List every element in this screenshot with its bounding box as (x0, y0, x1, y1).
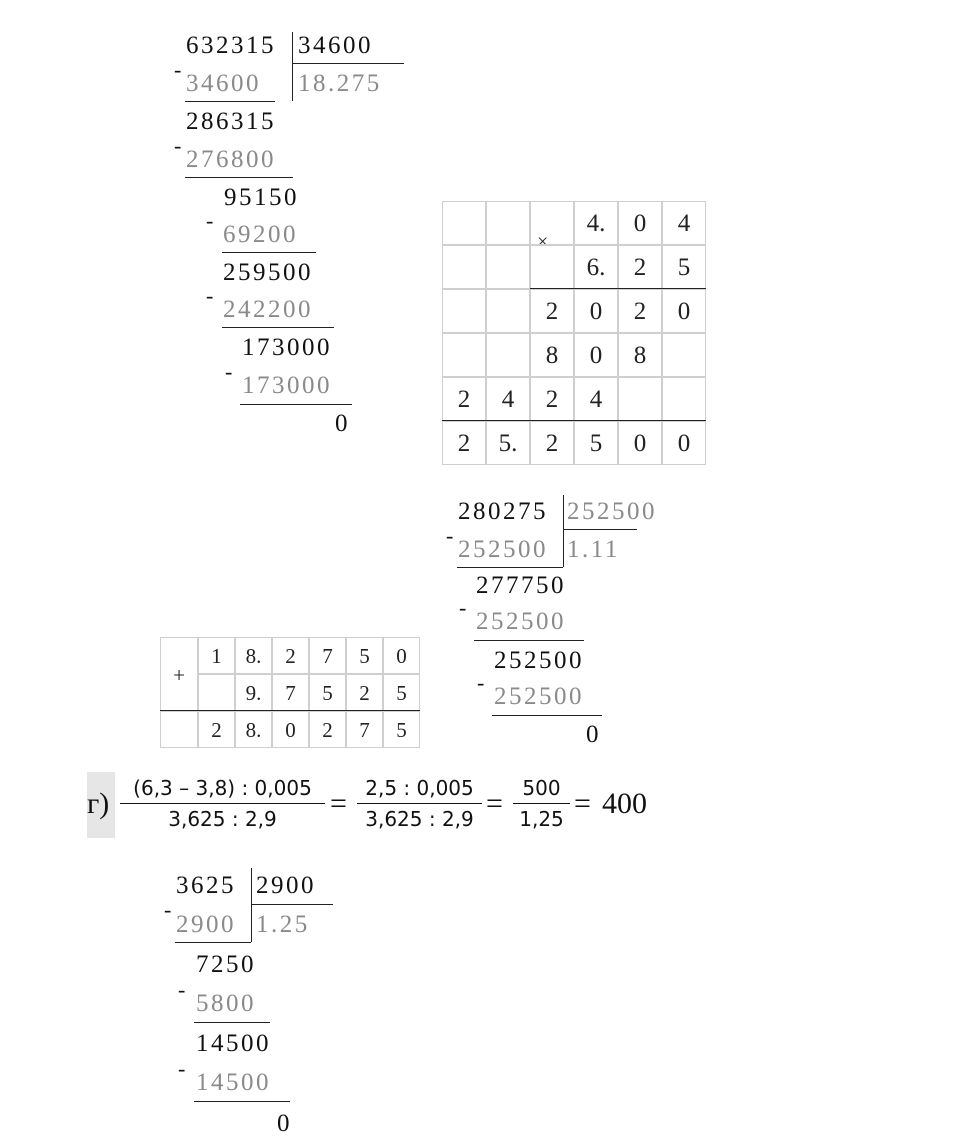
grid-cell (618, 289, 662, 333)
grid-digit: 8. (245, 644, 262, 668)
grid-digit: 2 (633, 298, 647, 325)
grid-cell (530, 201, 574, 245)
subtrahend: 252500 (494, 683, 584, 710)
subtrahend: 252500 (458, 536, 548, 563)
multiplication-grid (442, 201, 706, 465)
grid-cell (662, 377, 706, 421)
grid-digit: 0 (396, 644, 407, 668)
underline (185, 101, 275, 102)
grid-digit: 2 (545, 430, 559, 457)
grid-cell (160, 711, 198, 748)
multiply-sign: × (537, 231, 549, 253)
grid-cell (574, 201, 618, 245)
division-bracket-vertical (292, 32, 293, 101)
fraction-bar (357, 803, 482, 804)
grid-cell (486, 333, 530, 377)
grid-digit: 7 (359, 718, 370, 742)
grid-cell (235, 711, 272, 748)
grid-cell (442, 333, 486, 377)
grid-cell (486, 201, 530, 245)
underline (185, 177, 293, 178)
grid-digit: 5 (396, 718, 407, 742)
grid-digit: 5 (396, 681, 407, 705)
subtrahend: 252500 (476, 608, 566, 635)
grid-cell (574, 377, 618, 421)
quotient: 18.275 (298, 70, 382, 97)
grid-digit: 2 (211, 718, 222, 742)
grid-digit: 5. (498, 430, 518, 457)
remainder: 95150 (224, 184, 299, 211)
grid-cell (309, 711, 346, 748)
grid-cell (486, 421, 530, 465)
divisor: 2900 (256, 872, 316, 899)
fraction-2 (357, 776, 482, 831)
minus-sign: - (164, 897, 172, 922)
minus-sign: - (178, 1056, 186, 1081)
grid-cell (618, 201, 662, 245)
grid-cell (442, 289, 486, 333)
grid-digit: 2 (322, 718, 333, 742)
numerator: (6,3 – 3,8) : 0,005 (133, 776, 312, 800)
division-bracket-horizontal (292, 63, 404, 64)
underline (240, 404, 352, 405)
grid-digit: 4 (501, 386, 515, 413)
minus-sign: - (446, 523, 454, 548)
grid-digit: 4. (586, 210, 606, 237)
grid-digit: 2 (359, 681, 370, 705)
grid-digit: 2 (457, 430, 471, 457)
remainder: 286315 (186, 108, 276, 135)
division-bracket-horizontal (563, 529, 637, 530)
grid-digit: 1 (211, 644, 222, 668)
remainder: 277750 (476, 572, 566, 599)
denominator: 1,25 (519, 807, 564, 831)
grid-cell (346, 637, 383, 674)
dividend: 3625 (176, 872, 236, 899)
plus-cell (160, 637, 198, 711)
grid-digit: 0 (633, 210, 647, 237)
grid-digit: 2 (633, 254, 647, 281)
remainder: 0 (335, 410, 350, 437)
fraction-bar (120, 803, 325, 804)
dividend: 632315 (186, 32, 276, 59)
grid-cell (574, 333, 618, 377)
denominator: 3,625 : 2,9 (365, 807, 474, 831)
grid-cell (198, 711, 235, 748)
grid-cell (198, 637, 235, 674)
grid-cell (662, 289, 706, 333)
numerator: 500 (522, 776, 561, 800)
quotient: 1.11 (567, 536, 620, 563)
grid-cell (309, 674, 346, 711)
grid-cell (486, 245, 530, 289)
grid-cell (530, 421, 574, 465)
grid-cell (346, 674, 383, 711)
remainder: 14500 (196, 1030, 271, 1057)
grid-cell (574, 245, 618, 289)
grid-cell (272, 711, 309, 748)
subtrahend: 242200 (223, 296, 313, 323)
underline (474, 640, 584, 641)
grid-cell (442, 421, 486, 465)
product-rule (530, 288, 706, 289)
grid-digit: 9. (245, 681, 262, 705)
remainder: 259500 (223, 259, 313, 286)
minus-sign: - (206, 283, 214, 308)
result: 400 (602, 787, 647, 820)
equals-sign: = (330, 787, 347, 820)
subtrahend: 14500 (196, 1069, 271, 1096)
grid-cell (346, 711, 383, 748)
grid-digit: 8 (633, 342, 647, 369)
grid-digit: 5 (589, 430, 603, 457)
minus-sign: - (225, 359, 233, 384)
grid-cell (309, 637, 346, 674)
subtrahend: 5800 (196, 990, 256, 1017)
grid-digit: 5 (677, 254, 691, 281)
underline (222, 327, 334, 328)
grid-digit: 7 (285, 681, 296, 705)
plus-sign: + (173, 663, 185, 687)
grid-cell (272, 637, 309, 674)
minus-sign: - (206, 208, 214, 233)
grid-cell (486, 289, 530, 333)
grid-digit: 0 (677, 298, 691, 325)
divisor: 252500 (567, 498, 657, 525)
subtrahend: 276800 (186, 146, 276, 173)
subtrahend: 34600 (186, 70, 261, 97)
quotient: 1.25 (256, 911, 310, 938)
underline (175, 942, 251, 943)
grid-cell (198, 674, 235, 711)
grid-digit: 4 (677, 210, 691, 237)
sum-rule (160, 710, 420, 711)
grid-cell (530, 289, 574, 333)
grid-digit: 0 (677, 430, 691, 457)
grid-digit: 2 (545, 386, 559, 413)
grid-cell (574, 421, 618, 465)
grid-cell (235, 674, 272, 711)
subtrahend: 173000 (242, 372, 332, 399)
grid-cell (662, 201, 706, 245)
grid-cell (574, 289, 618, 333)
divisor: 34600 (298, 32, 373, 59)
grid-cell (618, 377, 662, 421)
subtrahend: 2900 (176, 911, 236, 938)
grid-cell (530, 333, 574, 377)
grid-cell (383, 674, 420, 711)
grid-digit: 0 (633, 430, 647, 457)
fraction-3 (513, 776, 570, 831)
remainder: 0 (277, 1110, 292, 1137)
sum-rule (442, 420, 706, 421)
grid-cell (442, 245, 486, 289)
grid-cell (662, 333, 706, 377)
minus-sign: - (459, 595, 467, 620)
addition-grid (160, 637, 420, 748)
equals-sign: = (486, 787, 503, 820)
dividend: 280275 (458, 498, 548, 525)
underline (194, 1022, 270, 1023)
grid-digit: 6. (586, 254, 606, 281)
grid-digit: 5 (359, 644, 370, 668)
minus-sign: - (477, 670, 485, 695)
grid-cell (272, 674, 309, 711)
grid-cell (530, 377, 574, 421)
grid-cell (383, 711, 420, 748)
grid-digit: 8. (245, 718, 262, 742)
grid-cell (662, 421, 706, 465)
grid-cell (442, 377, 486, 421)
grid-digit: 0 (589, 342, 603, 369)
item-letter: г) (87, 787, 110, 820)
fraction-bar (513, 803, 570, 804)
division-bracket-vertical (251, 868, 252, 942)
remainder: 7250 (196, 951, 256, 978)
equals-sign: = (574, 787, 591, 820)
grid-digit: 0 (285, 718, 296, 742)
grid-digit: 5 (322, 681, 333, 705)
underline (194, 1101, 290, 1102)
grid-digit: 8 (545, 342, 559, 369)
remainder: 173000 (242, 334, 332, 361)
grid-digit: 4 (589, 386, 603, 413)
division-bracket-horizontal (251, 904, 333, 905)
grid-cell (486, 377, 530, 421)
remainder: 0 (586, 721, 601, 748)
underline (457, 567, 563, 568)
grid-cell (530, 245, 574, 289)
numerator: 2,5 : 0,005 (365, 776, 474, 800)
underline (222, 252, 316, 253)
grid-digit: 2 (457, 386, 471, 413)
minus-sign: - (174, 57, 182, 82)
denominator: 3,625 : 2,9 (168, 807, 277, 831)
grid-digit: 2 (285, 644, 296, 668)
grid-cell (235, 637, 272, 674)
underline (492, 715, 602, 716)
grid-cell (442, 201, 486, 245)
grid-cell (618, 421, 662, 465)
grid-cell (662, 245, 706, 289)
grid-cell (618, 333, 662, 377)
minus-sign: - (174, 133, 182, 158)
grid-digit: 0 (589, 298, 603, 325)
grid-cell (618, 245, 662, 289)
grid-cell (383, 637, 420, 674)
division-bracket-vertical (563, 495, 564, 567)
remainder: 252500 (494, 647, 584, 674)
fraction-1 (120, 776, 325, 831)
subtrahend: 69200 (223, 221, 298, 248)
grid-digit: 2 (545, 298, 559, 325)
grid-digit: 7 (322, 644, 333, 668)
minus-sign: - (178, 977, 186, 1002)
